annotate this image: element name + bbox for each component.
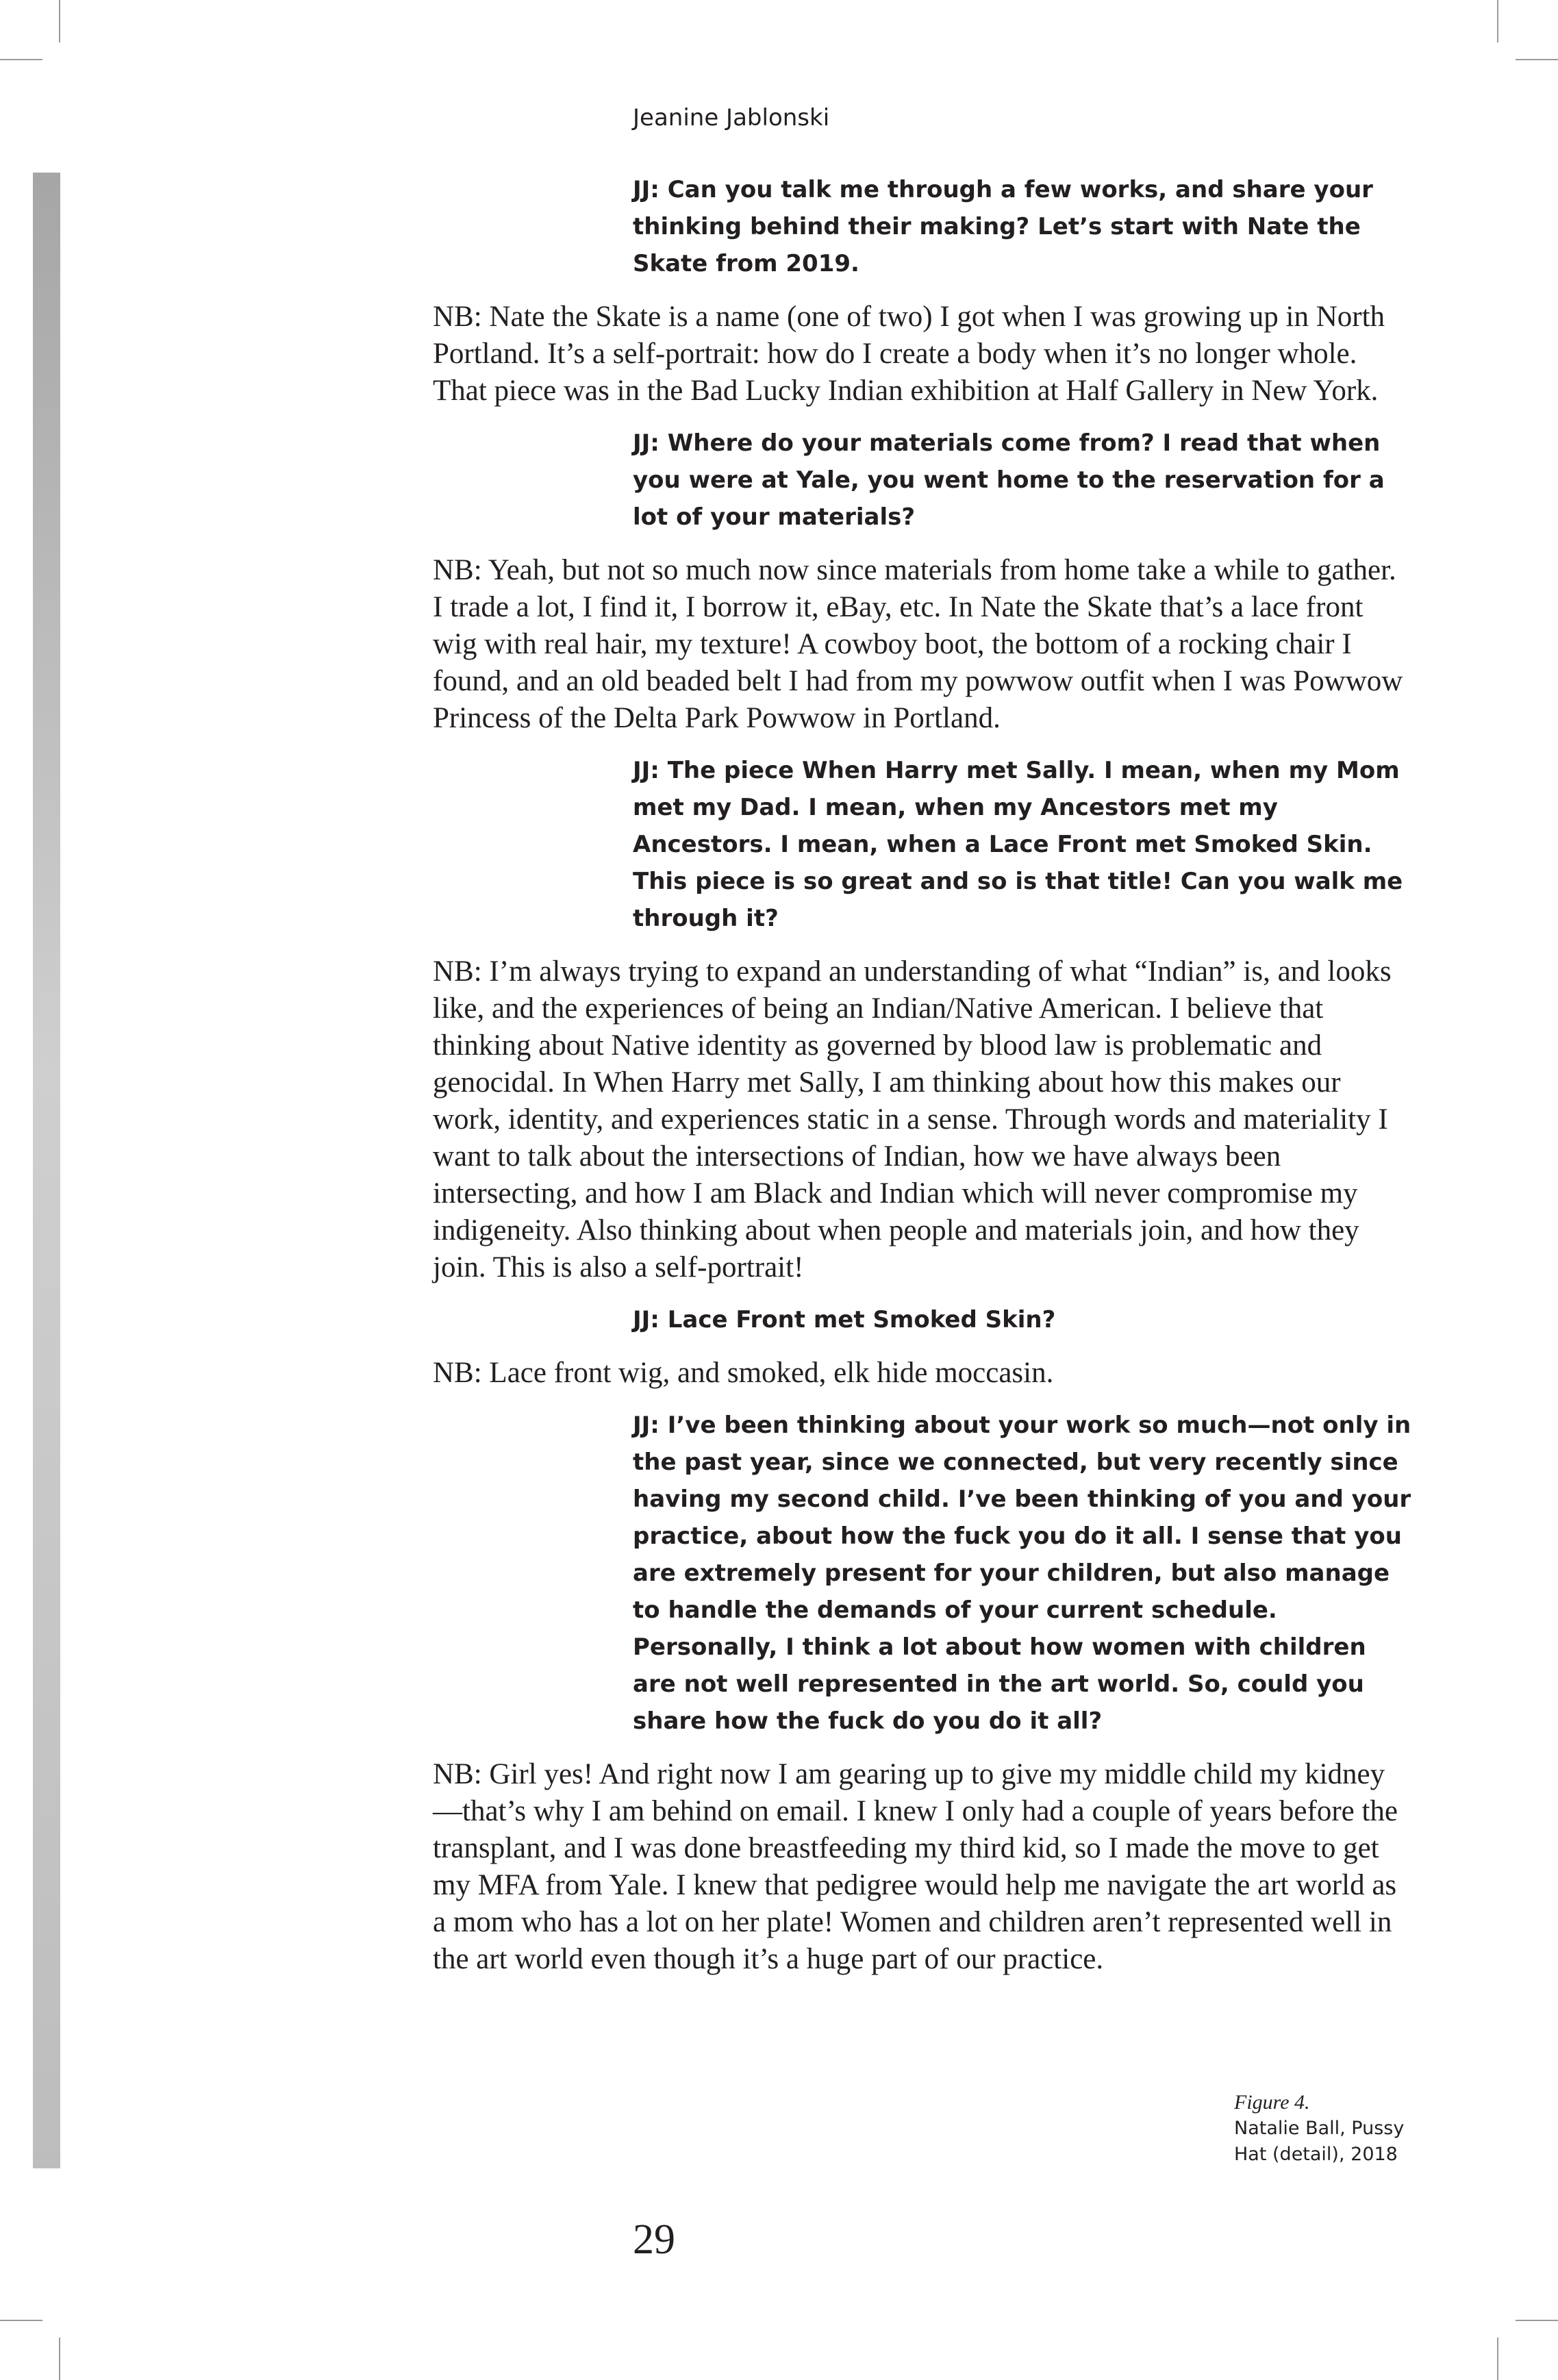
- page-number: 29: [633, 2216, 675, 2263]
- image-edge-strip: [33, 173, 60, 2168]
- figure-caption: [1234, 2090, 1404, 2168]
- crop-mark: [0, 2320, 42, 2321]
- crop-mark: [59, 2338, 60, 2380]
- crop-mark: [0, 59, 42, 60]
- interview-answer: NB: Girl yes! And right now I am gearing up to give my middle child my kidney—that’s why I am behind on email. I knew I only had a couple of years before the transplant, and I was done breastfeeding my third kid, so I made the move to get my MFA from Yale. I knew that pedigree would help me navigate the art world as a mom who has a lot on her plate! Women and children aren’t represented well in the art world even though it’s a huge part of our practice.: [433, 1758, 1398, 1975]
- caption-line: Natalie Ball, Pussy: [1234, 2118, 1405, 2139]
- interview-question: JJ: The piece When Harry met Sally. I mean, when my Mom met my Dad. I mean, when my Ancestors met my Ancestors. I mean, when a Lace Front met Smoked Skin. This piece is so great and so is that title! Can you walk me through it?: [633, 757, 1403, 932]
- running-head: Jeanine Jablonski: [633, 104, 830, 131]
- figure-label: Figure 4.: [1234, 2091, 1310, 2114]
- interview-answer: NB: Nate the Skate is a name (one of two) I got when I was growing up in North Portland. It’s a self-portrait: how do I create a body when it’s no longer whole. That piece was in the Bad Lucky Indian exhibition at Half Gallery in New York.: [433, 301, 1385, 407]
- crop-mark: [1516, 2320, 1558, 2321]
- interview-answer: NB: I’m always trying to expand an understanding of what “Indian” is, and looks like, and the experiences of being an Indian/Native American. I believe that thinking about Native identity as governed by blood law is problematic and genocidal. In When Harry met Sally, I am thinking about how this makes our work, identity, and experiences static in a sense. Through words and materiality I want to talk about the intersections of Indian, how we have always been intersecting, and how I am Black and Indian which will never compromise my indigeneity. Also thinking about when people and materials join, and how they join. This is also a self-portrait!: [433, 955, 1392, 1283]
- interview-text: [433, 171, 1412, 1993]
- interview-question: JJ: Where do your materials come from? I read that when you were at Yale, you went home to the reservation for a lot of your materials?: [633, 429, 1385, 531]
- crop-mark: [1516, 59, 1558, 60]
- caption-line: Hat (detail), 2018: [1234, 2144, 1398, 2165]
- crop-mark: [59, 0, 60, 42]
- interview-question: JJ: I’ve been thinking about your work so much—not only in the past year, since we connected, but very recently since having my second child. I’ve been thinking of you and your practice, about how the fuck you do it all. I sense that you are extremely present for your children, but also manage to handle the demands of your current schedule. Personally, I think a lot about how women with children are not well represented in the art world. So, could you share how the fuck do you do it all?: [633, 1412, 1411, 1735]
- interview-question: JJ: Can you talk me through a few works, and share your thinking behind their making? Let’s start with Nate the Skate from 2019.: [633, 176, 1373, 277]
- crop-mark: [1497, 0, 1498, 42]
- crop-mark: [1497, 2338, 1498, 2380]
- interview-answer: NB: Lace front wig, and smoked, elk hide moccasin.: [433, 1357, 1054, 1389]
- interview-answer: NB: Yeah, but not so much now since materials from home take a while to gather. I trade a lot, I find it, I borrow it, eBay, etc. In Nate the Skate that’s a lace front wig with real hair, my texture! A cowboy boot, the bottom of a rocking chair I found, and an old beaded belt I had from my powwow outfit when I was Powwow Princess of the Delta Park Powwow in Portland.: [433, 554, 1403, 734]
- interview-question: JJ: Lace Front met Smoked Skin?: [633, 1306, 1056, 1333]
